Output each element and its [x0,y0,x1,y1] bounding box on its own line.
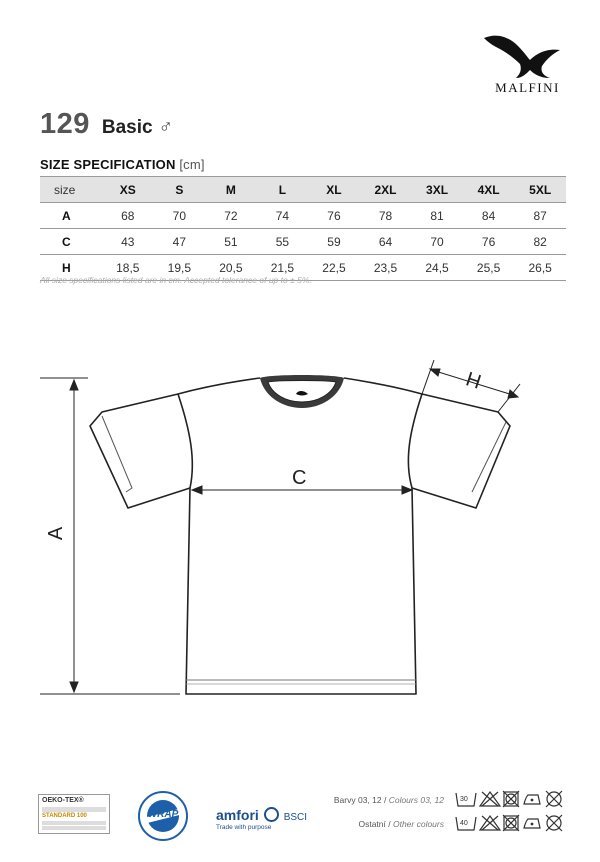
tshirt-diagram [40,340,540,710]
row-label: A [62,208,71,223]
wash-temp-40: 40 [460,820,468,827]
brand-name: MALFINI [495,80,560,95]
colours-line-1: Barvy 03, 12 / Colours 03, 12 [333,795,444,805]
table-cell: 22,5 [322,260,346,275]
table-cell: 76 [327,208,341,223]
size-spec-unit: [cm] [179,157,205,172]
wash-temp-30: 30 [460,796,468,803]
amfori-bsci: BSCI [283,812,308,823]
table-cell: 25,5 [476,260,501,275]
eagle-icon [480,30,575,80]
oeko-tex-name: OEKO-TEX® [42,797,84,804]
size-col-header: XS [119,182,136,197]
product-code: 129 [40,108,90,140]
size-header-row [40,177,566,203]
table-cell: 87 [533,208,547,223]
tshirt-collar [260,375,344,408]
table-cell: 68 [121,208,135,223]
amfori-tagline: Trade with purpose [216,824,272,831]
dimension-label-a: A [45,526,68,541]
wrap-badge [137,790,189,842]
colours-cz: Barvy 03, 12 [333,795,382,805]
table-cell: 20,5 [219,260,243,275]
table-cell: 51 [224,234,238,249]
row-label: C [62,234,71,249]
table-cell: 43 [121,234,135,249]
table-cell: 70 [172,208,186,223]
table-row [40,229,566,255]
wrap-text: WRAP [147,809,179,820]
size-col-header: 5XL [529,182,552,197]
tolerance-note: All size specifications listed are in cm. Accepted tolerance of up to ± 5%. [40,275,312,285]
table-cell: 19,5 [167,260,191,275]
dimension-label-h: H [463,368,484,394]
size-col-header: L [278,182,287,197]
size-col-header: 3XL [426,182,449,197]
table-cell: 24,5 [425,260,449,275]
care-symbols-row-1 [454,788,570,810]
size-col-header: XL [326,182,342,197]
care-symbols-row-2 [454,812,570,834]
table-cell: 59 [327,234,341,249]
product-title [40,108,173,141]
size-spec-heading-text: SIZE SPECIFICATION [40,157,176,172]
table-cell: 84 [481,208,496,223]
row-label: H [62,260,71,275]
oeko-tex-standard: STANDARD 100 [42,812,87,819]
size-col-header: M [225,182,236,197]
dimension-label-c: C [292,467,307,489]
colours-line-2: Ostatní / Other colours [358,819,444,829]
male-icon: ♂ [158,117,173,138]
tshirt-outline [90,378,510,694]
table-cell: 78 [378,208,393,223]
size-col-header: 4XL [477,182,500,197]
amfori-name: amfori [216,807,259,823]
table-cell: 18,5 [116,260,140,275]
amfori-circle-icon [264,807,279,822]
table-cell: 64 [378,234,393,249]
table-cell: 76 [481,234,496,249]
colours-en: Colours 03, 12 [388,795,444,805]
table-cell: 47 [172,234,186,249]
table-cell: 82 [533,234,547,249]
table-row [40,203,566,229]
size-col-header: 2XL [374,182,397,197]
other-colours-cz: Ostatní [358,819,386,829]
table-cell: 26,5 [528,260,552,275]
size-header-label: size [54,182,76,197]
size-spec-heading [40,157,205,172]
malfini-logo [480,30,575,102]
other-colours-en: Other colours [392,819,444,829]
table-cell: 74 [275,208,290,223]
table-cell: 81 [430,208,444,223]
oeko-tex-badge [38,794,110,834]
table-cell: 70 [430,234,444,249]
size-col-header: S [175,182,184,197]
table-cell: 72 [224,208,238,223]
amfori-badge [216,807,316,837]
table-cell: 55 [275,234,290,249]
size-table [40,176,566,281]
table-cell: 23,5 [373,260,398,275]
product-name: Basic [101,117,153,138]
table-cell: 21,5 [270,260,295,275]
